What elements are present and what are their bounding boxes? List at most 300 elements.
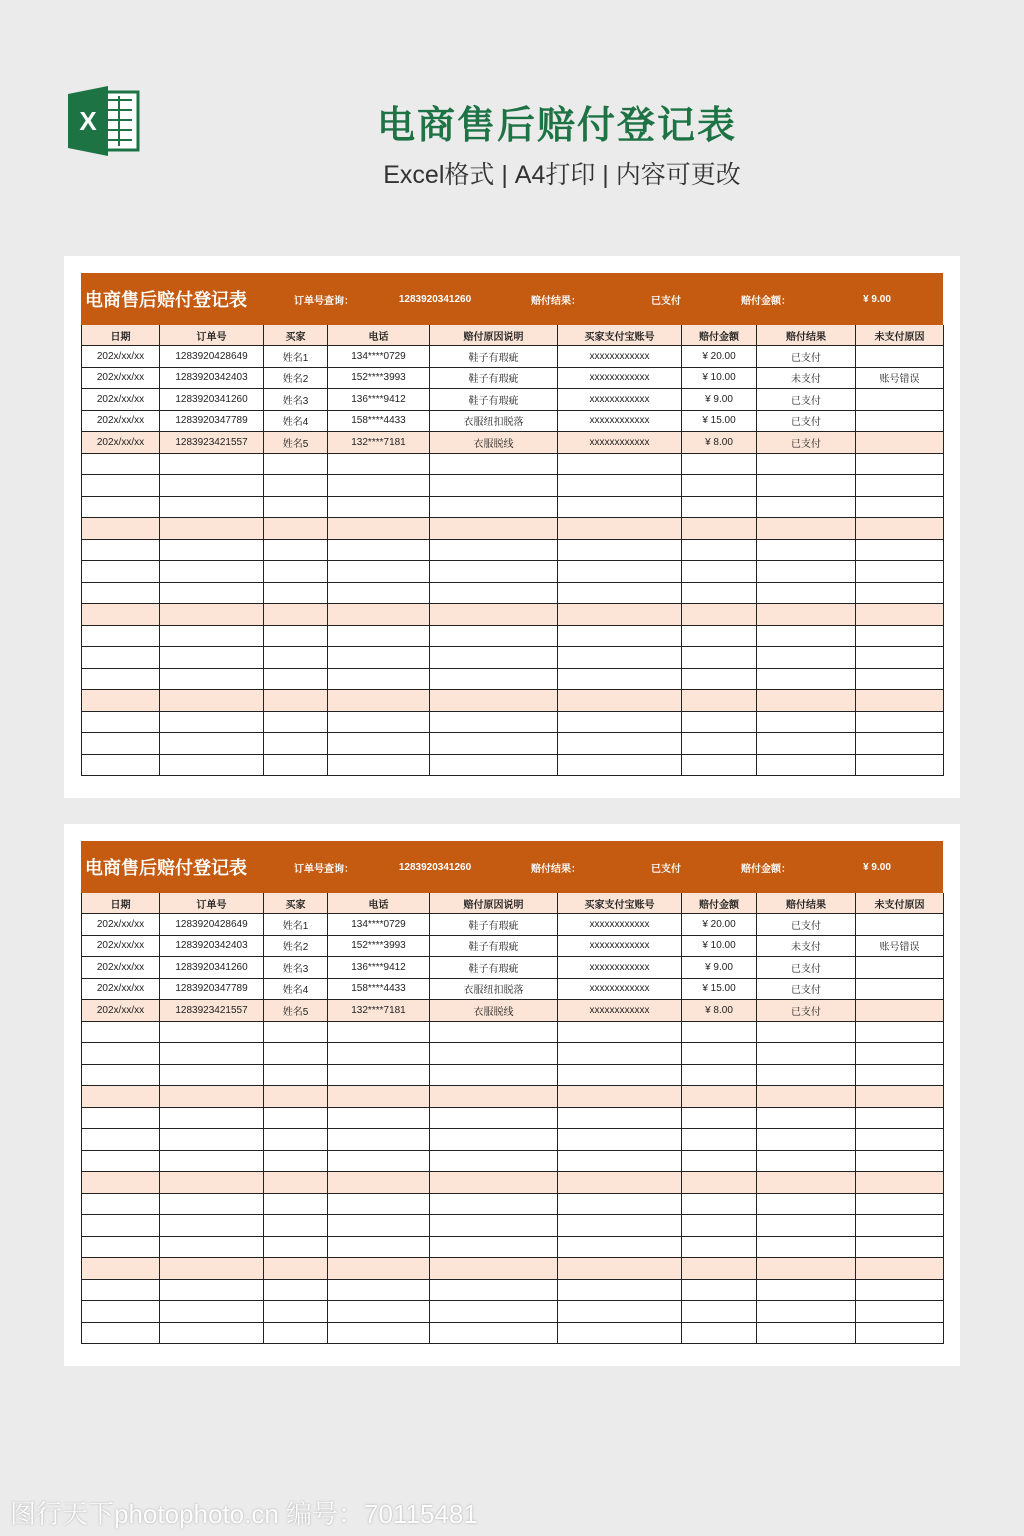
table-cell[interactable] xyxy=(430,1322,558,1344)
table-cell[interactable] xyxy=(328,1086,430,1108)
table-cell[interactable]: 1283920347789 xyxy=(160,410,264,432)
table-cell[interactable] xyxy=(430,1301,558,1323)
table-cell[interactable] xyxy=(558,539,682,561)
table-cell[interactable] xyxy=(682,1236,757,1258)
table-cell[interactable] xyxy=(82,733,160,755)
table-cell[interactable]: 姓名5 xyxy=(264,432,328,454)
table-cell[interactable]: ¥ 10.00 xyxy=(682,935,757,957)
table-cell[interactable] xyxy=(430,733,558,755)
table-cell[interactable] xyxy=(558,475,682,497)
table-cell[interactable]: ¥ 15.00 xyxy=(682,410,757,432)
table-cell[interactable] xyxy=(82,453,160,475)
table-cell[interactable] xyxy=(856,733,944,755)
table-cell[interactable] xyxy=(682,1064,757,1086)
table-cell[interactable] xyxy=(328,539,430,561)
table-cell[interactable] xyxy=(430,1086,558,1108)
table-cell[interactable] xyxy=(682,1129,757,1151)
table-cell[interactable] xyxy=(757,496,856,518)
table-cell[interactable] xyxy=(757,690,856,712)
table-cell[interactable]: 1283920428649 xyxy=(160,346,264,368)
table-cell[interactable] xyxy=(856,1043,944,1065)
table-cell[interactable] xyxy=(682,518,757,540)
table-cell[interactable] xyxy=(160,1150,264,1172)
table-cell[interactable] xyxy=(328,647,430,669)
table-cell[interactable]: 132****7181 xyxy=(328,432,430,454)
table-cell[interactable] xyxy=(430,475,558,497)
table-cell[interactable] xyxy=(856,432,944,454)
table-cell[interactable]: 已支付 xyxy=(757,389,856,411)
table-cell[interactable] xyxy=(430,1064,558,1086)
table-cell[interactable] xyxy=(682,1258,757,1280)
table-cell[interactable] xyxy=(757,1064,856,1086)
table-cell[interactable] xyxy=(82,1215,160,1237)
table-cell[interactable]: 鞋子有瑕疵 xyxy=(430,914,558,936)
table-cell[interactable]: 姓名5 xyxy=(264,1000,328,1022)
table-cell[interactable] xyxy=(160,711,264,733)
table-cell[interactable] xyxy=(757,1215,856,1237)
table-cell[interactable] xyxy=(558,1193,682,1215)
table-cell[interactable] xyxy=(856,453,944,475)
table-cell[interactable] xyxy=(430,1279,558,1301)
table-cell[interactable] xyxy=(82,518,160,540)
table-cell[interactable] xyxy=(856,1193,944,1215)
table-cell[interactable] xyxy=(757,1258,856,1280)
table-cell[interactable] xyxy=(264,604,328,626)
table-cell[interactable]: 衣服纽扣脱落 xyxy=(430,410,558,432)
table-cell[interactable] xyxy=(160,475,264,497)
table-cell[interactable] xyxy=(856,604,944,626)
table-cell[interactable] xyxy=(264,496,328,518)
table-cell[interactable] xyxy=(856,346,944,368)
table-cell[interactable] xyxy=(682,1021,757,1043)
table-cell[interactable] xyxy=(264,1258,328,1280)
table-cell[interactable] xyxy=(82,625,160,647)
table-cell[interactable] xyxy=(328,1172,430,1194)
table-cell[interactable] xyxy=(757,1322,856,1344)
table-cell[interactable] xyxy=(160,690,264,712)
table-cell[interactable] xyxy=(558,668,682,690)
table-cell[interactable] xyxy=(82,604,160,626)
table-cell[interactable]: 132****7181 xyxy=(328,1000,430,1022)
table-cell[interactable] xyxy=(264,453,328,475)
table-cell[interactable] xyxy=(856,561,944,583)
table-cell[interactable] xyxy=(264,1172,328,1194)
table-cell[interactable] xyxy=(430,453,558,475)
table-cell[interactable] xyxy=(328,604,430,626)
table-cell[interactable] xyxy=(264,1301,328,1323)
table-cell[interactable] xyxy=(160,1086,264,1108)
table-cell[interactable] xyxy=(757,1021,856,1043)
table-cell[interactable]: xxxxxxxxxxxx xyxy=(558,367,682,389)
table-cell[interactable] xyxy=(856,1000,944,1022)
table-cell[interactable] xyxy=(264,668,328,690)
table-cell[interactable] xyxy=(757,1150,856,1172)
table-cell[interactable]: 已支付 xyxy=(757,957,856,979)
table-cell[interactable] xyxy=(82,1193,160,1215)
table-cell[interactable]: ¥ 20.00 xyxy=(682,914,757,936)
table-cell[interactable] xyxy=(82,1086,160,1108)
table-cell[interactable] xyxy=(82,1301,160,1323)
table-cell[interactable] xyxy=(328,754,430,776)
table-cell[interactable]: 202x/xx/xx xyxy=(82,978,160,1000)
table-cell[interactable] xyxy=(160,1172,264,1194)
table-cell[interactable]: 202x/xx/xx xyxy=(82,432,160,454)
table-cell[interactable] xyxy=(856,1215,944,1237)
table-cell[interactable] xyxy=(558,561,682,583)
table-cell[interactable]: 已支付 xyxy=(757,432,856,454)
table-cell[interactable] xyxy=(682,453,757,475)
table-cell[interactable] xyxy=(558,1107,682,1129)
table-cell[interactable] xyxy=(558,1279,682,1301)
table-cell[interactable] xyxy=(558,625,682,647)
table-cell[interactable] xyxy=(264,711,328,733)
table-cell[interactable] xyxy=(264,1043,328,1065)
table-cell[interactable] xyxy=(328,561,430,583)
table-cell[interactable] xyxy=(682,1301,757,1323)
table-cell[interactable]: 202x/xx/xx xyxy=(82,367,160,389)
table-cell[interactable] xyxy=(558,1301,682,1323)
table-cell[interactable] xyxy=(558,1258,682,1280)
table-cell[interactable] xyxy=(264,625,328,647)
table-cell[interactable] xyxy=(160,1129,264,1151)
table-cell[interactable] xyxy=(558,582,682,604)
table-cell[interactable] xyxy=(430,1150,558,1172)
table-cell[interactable] xyxy=(82,1236,160,1258)
table-cell[interactable]: 姓名4 xyxy=(264,410,328,432)
table-cell[interactable] xyxy=(682,539,757,561)
table-cell[interactable]: 202x/xx/xx xyxy=(82,957,160,979)
table-cell[interactable] xyxy=(328,1301,430,1323)
table-cell[interactable] xyxy=(328,733,430,755)
table-cell[interactable]: 姓名2 xyxy=(264,367,328,389)
table-cell[interactable]: 1283923421557 xyxy=(160,1000,264,1022)
table-cell[interactable] xyxy=(82,475,160,497)
table-cell[interactable] xyxy=(682,475,757,497)
table-cell[interactable] xyxy=(856,1129,944,1151)
table-cell[interactable] xyxy=(682,668,757,690)
table-cell[interactable] xyxy=(682,1107,757,1129)
table-cell[interactable] xyxy=(757,1301,856,1323)
table-cell[interactable] xyxy=(558,1236,682,1258)
table-cell[interactable] xyxy=(82,1107,160,1129)
table-cell[interactable]: 202x/xx/xx xyxy=(82,410,160,432)
table-cell[interactable] xyxy=(328,1279,430,1301)
table-cell[interactable] xyxy=(682,582,757,604)
table-cell[interactable] xyxy=(264,1107,328,1129)
table-cell[interactable] xyxy=(430,582,558,604)
table-cell[interactable] xyxy=(160,1193,264,1215)
table-cell[interactable] xyxy=(856,1279,944,1301)
table-cell[interactable] xyxy=(82,754,160,776)
table-cell[interactable] xyxy=(328,475,430,497)
table-cell[interactable] xyxy=(558,754,682,776)
table-cell[interactable] xyxy=(682,1322,757,1344)
table-cell[interactable]: 1283920428649 xyxy=(160,914,264,936)
table-cell[interactable] xyxy=(558,1064,682,1086)
table-cell[interactable] xyxy=(430,518,558,540)
table-cell[interactable] xyxy=(757,604,856,626)
table-cell[interactable]: 已支付 xyxy=(757,410,856,432)
table-cell[interactable] xyxy=(328,1150,430,1172)
table-cell[interactable] xyxy=(82,690,160,712)
table-cell[interactable] xyxy=(264,1279,328,1301)
table-cell[interactable] xyxy=(82,647,160,669)
table-cell[interactable]: xxxxxxxxxxxx xyxy=(558,1000,682,1022)
table-cell[interactable] xyxy=(328,1193,430,1215)
table-cell[interactable] xyxy=(160,754,264,776)
table-cell[interactable] xyxy=(160,604,264,626)
table-cell[interactable] xyxy=(82,1129,160,1151)
table-cell[interactable] xyxy=(856,711,944,733)
table-cell[interactable] xyxy=(430,1215,558,1237)
table-cell[interactable]: 已支付 xyxy=(757,978,856,1000)
table-cell[interactable] xyxy=(682,496,757,518)
table-cell[interactable] xyxy=(682,604,757,626)
table-cell[interactable] xyxy=(856,1086,944,1108)
table-cell[interactable] xyxy=(160,668,264,690)
table-cell[interactable] xyxy=(558,496,682,518)
table-cell[interactable]: xxxxxxxxxxxx xyxy=(558,935,682,957)
table-cell[interactable] xyxy=(757,518,856,540)
table-cell[interactable] xyxy=(558,690,682,712)
table-cell[interactable] xyxy=(264,1086,328,1108)
table-cell[interactable]: ¥ 20.00 xyxy=(682,346,757,368)
table-cell[interactable] xyxy=(757,582,856,604)
table-cell[interactable] xyxy=(430,1043,558,1065)
table-cell[interactable] xyxy=(82,1258,160,1280)
table-cell[interactable] xyxy=(264,1322,328,1344)
table-cell[interactable] xyxy=(856,1107,944,1129)
table-cell[interactable] xyxy=(682,711,757,733)
table-cell[interactable] xyxy=(682,1086,757,1108)
table-cell[interactable] xyxy=(430,690,558,712)
table-cell[interactable] xyxy=(328,1064,430,1086)
table-cell[interactable] xyxy=(558,1043,682,1065)
table-cell[interactable] xyxy=(757,625,856,647)
table-cell[interactable] xyxy=(82,561,160,583)
table-cell[interactable] xyxy=(82,1172,160,1194)
table-cell[interactable]: 姓名3 xyxy=(264,957,328,979)
table-cell[interactable] xyxy=(264,582,328,604)
table-cell[interactable] xyxy=(328,1043,430,1065)
table-cell[interactable] xyxy=(856,1064,944,1086)
table-cell[interactable] xyxy=(856,496,944,518)
table-cell[interactable] xyxy=(328,668,430,690)
table-cell[interactable]: 姓名2 xyxy=(264,935,328,957)
table-cell[interactable]: 未支付 xyxy=(757,935,856,957)
table-cell[interactable] xyxy=(682,1279,757,1301)
table-cell[interactable] xyxy=(558,1129,682,1151)
table-cell[interactable] xyxy=(264,690,328,712)
table-cell[interactable] xyxy=(682,561,757,583)
table-cell[interactable] xyxy=(430,604,558,626)
table-cell[interactable] xyxy=(682,733,757,755)
table-cell[interactable] xyxy=(757,1043,856,1065)
table-cell[interactable] xyxy=(430,1107,558,1129)
table-cell[interactable] xyxy=(430,1193,558,1215)
table-cell[interactable] xyxy=(328,1215,430,1237)
table-cell[interactable] xyxy=(328,582,430,604)
table-cell[interactable]: 158****4433 xyxy=(328,410,430,432)
table-cell[interactable] xyxy=(682,690,757,712)
table-cell[interactable]: 姓名1 xyxy=(264,346,328,368)
table-cell[interactable] xyxy=(82,1064,160,1086)
table-cell[interactable]: 姓名3 xyxy=(264,389,328,411)
table-cell[interactable]: xxxxxxxxxxxx xyxy=(558,346,682,368)
table-cell[interactable] xyxy=(558,453,682,475)
table-cell[interactable] xyxy=(856,1172,944,1194)
table-cell[interactable] xyxy=(160,1258,264,1280)
table-cell[interactable] xyxy=(757,475,856,497)
table-cell[interactable] xyxy=(160,561,264,583)
table-cell[interactable] xyxy=(264,754,328,776)
table-cell[interactable]: xxxxxxxxxxxx xyxy=(558,914,682,936)
table-cell[interactable] xyxy=(430,561,558,583)
table-cell[interactable] xyxy=(430,539,558,561)
table-cell[interactable] xyxy=(430,711,558,733)
table-cell[interactable] xyxy=(82,1279,160,1301)
table-cell[interactable]: xxxxxxxxxxxx xyxy=(558,410,682,432)
table-cell[interactable] xyxy=(430,668,558,690)
table-cell[interactable] xyxy=(757,1172,856,1194)
table-cell[interactable] xyxy=(856,668,944,690)
table-cell[interactable] xyxy=(160,1322,264,1344)
table-cell[interactable]: 136****9412 xyxy=(328,389,430,411)
table-cell[interactable] xyxy=(558,604,682,626)
table-cell[interactable] xyxy=(430,1129,558,1151)
table-cell[interactable]: 1283920342403 xyxy=(160,367,264,389)
table-cell[interactable] xyxy=(558,1322,682,1344)
table-cell[interactable] xyxy=(160,733,264,755)
table-cell[interactable]: 134****0729 xyxy=(328,346,430,368)
table-cell[interactable] xyxy=(328,1021,430,1043)
table-cell[interactable] xyxy=(856,410,944,432)
table-cell[interactable] xyxy=(856,1021,944,1043)
table-cell[interactable] xyxy=(328,1236,430,1258)
table-cell[interactable] xyxy=(160,1107,264,1129)
table-cell[interactable] xyxy=(264,1129,328,1151)
table-cell[interactable]: 202x/xx/xx xyxy=(82,914,160,936)
table-cell[interactable] xyxy=(328,496,430,518)
table-cell[interactable] xyxy=(160,647,264,669)
table-cell[interactable] xyxy=(264,561,328,583)
table-cell[interactable] xyxy=(160,1301,264,1323)
table-cell[interactable] xyxy=(328,625,430,647)
table-cell[interactable] xyxy=(558,518,682,540)
table-cell[interactable] xyxy=(82,1150,160,1172)
table-cell[interactable] xyxy=(328,518,430,540)
table-cell[interactable] xyxy=(328,453,430,475)
table-cell[interactable]: 账号错误 xyxy=(856,935,944,957)
table-cell[interactable] xyxy=(856,389,944,411)
table-cell[interactable] xyxy=(328,690,430,712)
table-cell[interactable] xyxy=(558,711,682,733)
table-cell[interactable] xyxy=(757,1279,856,1301)
table-cell[interactable] xyxy=(264,518,328,540)
table-cell[interactable]: 姓名1 xyxy=(264,914,328,936)
table-cell[interactable] xyxy=(328,1107,430,1129)
table-cell[interactable]: 未支付 xyxy=(757,367,856,389)
table-cell[interactable] xyxy=(856,978,944,1000)
table-cell[interactable] xyxy=(160,1064,264,1086)
table-cell[interactable] xyxy=(856,1301,944,1323)
table-cell[interactable] xyxy=(430,754,558,776)
table-cell[interactable] xyxy=(328,1322,430,1344)
table-cell[interactable] xyxy=(264,733,328,755)
table-cell[interactable] xyxy=(856,539,944,561)
table-cell[interactable] xyxy=(856,625,944,647)
table-cell[interactable] xyxy=(558,1021,682,1043)
table-cell[interactable] xyxy=(264,1021,328,1043)
table-cell[interactable] xyxy=(430,647,558,669)
table-cell[interactable] xyxy=(160,582,264,604)
table-cell[interactable] xyxy=(82,668,160,690)
table-cell[interactable] xyxy=(264,1193,328,1215)
table-cell[interactable] xyxy=(160,1279,264,1301)
table-cell[interactable]: ¥ 8.00 xyxy=(682,432,757,454)
table-cell[interactable] xyxy=(82,1043,160,1065)
table-cell[interactable] xyxy=(757,453,856,475)
table-cell[interactable] xyxy=(856,914,944,936)
table-cell[interactable]: 鞋子有瑕疵 xyxy=(430,957,558,979)
table-cell[interactable]: 已支付 xyxy=(757,1000,856,1022)
table-cell[interactable] xyxy=(264,539,328,561)
table-cell[interactable]: 1283923421557 xyxy=(160,432,264,454)
table-cell[interactable]: 134****0729 xyxy=(328,914,430,936)
table-cell[interactable] xyxy=(757,1107,856,1129)
table-cell[interactable]: xxxxxxxxxxxx xyxy=(558,389,682,411)
table-cell[interactable] xyxy=(264,1150,328,1172)
table-cell[interactable] xyxy=(856,690,944,712)
table-cell[interactable] xyxy=(264,1064,328,1086)
table-cell[interactable] xyxy=(682,1043,757,1065)
table-cell[interactable] xyxy=(82,582,160,604)
table-cell[interactable]: 已支付 xyxy=(757,914,856,936)
table-cell[interactable] xyxy=(682,1215,757,1237)
table-cell[interactable]: ¥ 9.00 xyxy=(682,957,757,979)
table-cell[interactable]: 衣服脱线 xyxy=(430,432,558,454)
table-cell[interactable] xyxy=(757,647,856,669)
table-cell[interactable] xyxy=(328,711,430,733)
table-cell[interactable] xyxy=(682,754,757,776)
table-cell[interactable] xyxy=(430,1258,558,1280)
table-cell[interactable] xyxy=(757,1129,856,1151)
table-cell[interactable] xyxy=(856,1236,944,1258)
table-cell[interactable] xyxy=(82,496,160,518)
table-cell[interactable] xyxy=(558,1150,682,1172)
table-cell[interactable] xyxy=(160,1236,264,1258)
table-cell[interactable]: 1283920341260 xyxy=(160,389,264,411)
table-cell[interactable]: xxxxxxxxxxxx xyxy=(558,432,682,454)
table-cell[interactable]: 鞋子有瑕疵 xyxy=(430,935,558,957)
table-cell[interactable]: ¥ 8.00 xyxy=(682,1000,757,1022)
table-cell[interactable] xyxy=(757,1086,856,1108)
table-cell[interactable] xyxy=(160,1215,264,1237)
table-cell[interactable]: 202x/xx/xx xyxy=(82,389,160,411)
table-cell[interactable] xyxy=(682,1172,757,1194)
table-cell[interactable] xyxy=(558,1086,682,1108)
table-cell[interactable] xyxy=(160,1021,264,1043)
table-cell[interactable] xyxy=(264,475,328,497)
table-cell[interactable] xyxy=(856,475,944,497)
table-cell[interactable]: 202x/xx/xx xyxy=(82,346,160,368)
table-cell[interactable]: ¥ 10.00 xyxy=(682,367,757,389)
table-cell[interactable]: 136****9412 xyxy=(328,957,430,979)
table-cell[interactable] xyxy=(757,711,856,733)
table-cell[interactable]: 202x/xx/xx xyxy=(82,935,160,957)
table-cell[interactable]: 姓名4 xyxy=(264,978,328,1000)
table-cell[interactable]: 衣服脱线 xyxy=(430,1000,558,1022)
